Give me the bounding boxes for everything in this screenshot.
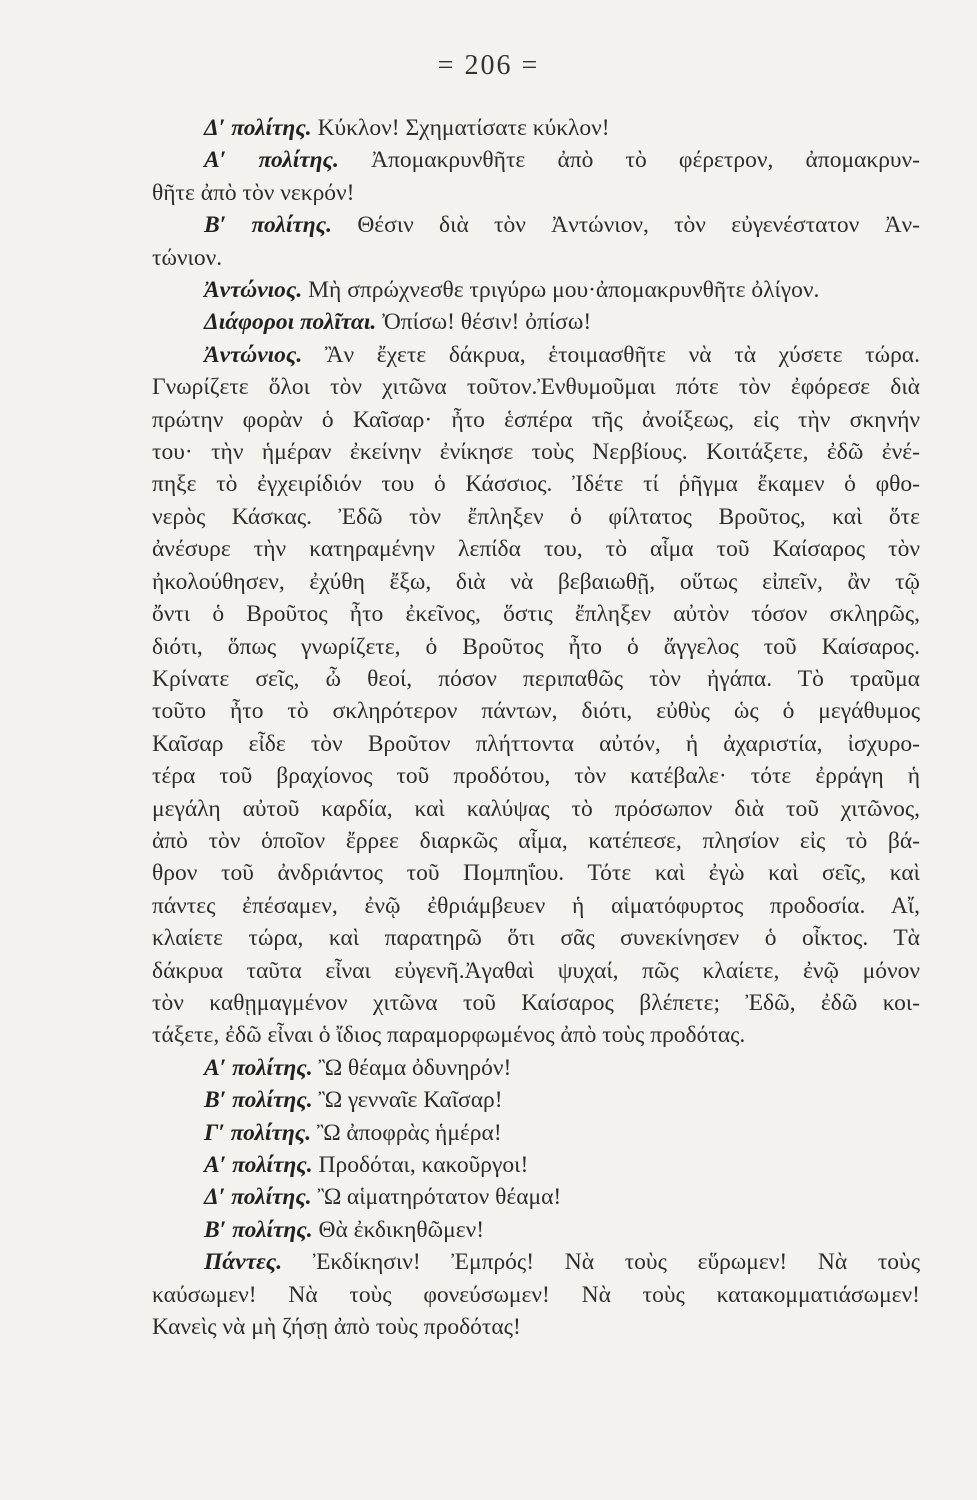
speaker-label: Ἀντώνιος.: [204, 277, 303, 304]
text-line: [152, 1019, 920, 1051]
speaker-label: Α′ πολίτης.: [204, 147, 339, 174]
text-line: [160, 1181, 920, 1213]
text-line: [152, 857, 920, 889]
line-text: θρον τοῦ ἀνδριάντος τοῦ Πομπηΐου. Τότε καὶ ἐγὼ καὶ σεῖς, καὶ: [152, 860, 920, 887]
text-line: [152, 955, 920, 987]
text-line: [152, 371, 920, 403]
text-line: [152, 566, 920, 598]
line-text: τέρα τοῦ βραχίονος τοῦ προδότου, τὸν κατέβαλε· τότε ἐρράγη ἡ: [152, 763, 920, 790]
line-text: τοῦτο ἦτο τὸ σκληρότερον πάντων, διότι, εὐθὺς ὡς ὁ μεγάθυμος: [152, 698, 920, 725]
speaker-label: Β′ πολίτης.: [204, 1087, 313, 1114]
line-text: ἀπὸ τὸν ὁποῖον ἔρρεε διαρκῶς αἷμα, κατέπεσε, πλησίον εἰς τὸ βά-: [152, 827, 920, 854]
text-line: [152, 760, 920, 792]
line-text: τάξετε, ἐδῶ εἶναι ὁ ἴδιος παραμορφωμένος ἀπὸ τοὺς προδότας.: [152, 1022, 746, 1049]
line-text: του· τὴν ἡμέραν ἐκείνην ἐνίκησε τοὺς Νερβίους. Κοιτάξετε, ἐδῶ ἐνέ-: [152, 439, 920, 466]
line-text: Καῖσαρ εἶδε τὸν Βροῦτον πλήττοντα αὐτόν, ἡ ἀχαριστία, ἰσχυρο-: [152, 730, 920, 757]
line-text: διότι, ὅπως γνωρίζετε, ὁ Βροῦτος ἦτο ὁ ἄγγελος τοῦ Καίσαρος.: [152, 633, 920, 660]
line-text: καύσωμεν! Νὰ τοὺς φονεύσωμεν! Νὰ τοὺς κατακομματιάσωμεν!: [152, 1281, 920, 1308]
text-line: [160, 112, 920, 144]
text-line: [160, 1084, 920, 1116]
line-text: Ὢ γενναῖε Καῖσαρ!: [318, 1087, 503, 1114]
line-text: Κύκλον! Σχηματίσατε κύκλον!: [317, 115, 610, 141]
line-text: θῆτε ἀπὸ τὸν νεκρόν!: [152, 179, 355, 206]
text-line: [160, 1246, 920, 1278]
line-text: πρώτην φορὰν ὁ Καῖσαρ· ἦτο ἑσπέρα τῆς ἀνοίξεως, εἰς τὴν σκηνήν: [152, 406, 920, 433]
line-text: μεγάλη αὐτοῦ καρδία, καὶ καλύψας τὸ πρόσωπον διὰ τοῦ χιτῶνος,: [152, 795, 920, 822]
line-text: Γνωρίζετε ὅλοι τὸν χιτῶνα τοῦτον.Ἐνθυμοῦμαι πότε τὸν ἐφόρεσε διὰ: [152, 374, 920, 401]
text-line: [160, 1149, 920, 1181]
speaker-label: Πάντες.: [204, 1249, 283, 1276]
text-line: [152, 177, 920, 209]
text-line: [152, 468, 920, 500]
line-text: Ὢ αἱματηρότατον θέαμα!: [317, 1184, 562, 1211]
text-line: [152, 1311, 920, 1343]
text-line: [160, 306, 920, 338]
text-line: [152, 598, 920, 630]
line-text: ἀνέσυρε τὴν κατηραμένην λεπίδα του, τὸ αἷμα τοῦ Καίσαρος τὸν: [152, 536, 920, 563]
speaker-label: Β′ πολίτης.: [204, 1216, 313, 1243]
text-line: [152, 436, 920, 468]
line-text: Θὰ ἐκδικηθῶμεν!: [318, 1216, 485, 1243]
text-line: [152, 793, 920, 825]
line-text: Ὢ θέαμα ὀδυνηρόν!: [318, 1054, 512, 1081]
line-text: Ὢ ἀποφρὰς ἡμέρα!: [317, 1119, 502, 1146]
speaker-label: Ἀντώνιος.: [204, 341, 303, 368]
speaker-label: Β′ πολίτης.: [204, 212, 333, 239]
line-text: Κανεὶς νὰ μὴ ζήσῃ ἀπὸ τοὺς προδότας!: [152, 1314, 521, 1341]
line-text: Προδόται, κακοῦργοι!: [318, 1152, 529, 1178]
line-text: πάντες ἐπέσαμεν, ἐνῷ ἐθριάμβευεν ἡ αἱματόφυρτος προδοσία. Αἴ,: [152, 892, 920, 919]
text-line: [152, 728, 920, 760]
text-line: [152, 890, 920, 922]
text-line: [152, 631, 920, 663]
line-text: ὄντι ὁ Βροῦτος ἦτο ἐκεῖνος, ὅστις ἔπληξεν αὐτὸν τόσον σκληρῶς,: [152, 601, 920, 628]
line-text: τὸν καθῃμαγμένον χιτῶνα τοῦ Καίσαρος βλέπετε; Ἐδῶ, ἐδῶ κοι-: [152, 989, 920, 1016]
text-line: [152, 922, 920, 954]
text-line: [160, 1052, 920, 1084]
text-line: [160, 209, 920, 241]
speaker-label: Α′ πολίτης.: [204, 1152, 313, 1178]
page-number: = 206 =: [437, 50, 540, 81]
text-line: [152, 242, 920, 274]
dialogue-text: [152, 112, 921, 1343]
line-text: Ἂν ἔχετε δάκρυα, ἑτοιμασθῆτε νὰ τὰ χύσετε τώρα.: [324, 341, 920, 368]
line-text: Μὴ σπρώχνεσθε τριγύρω μου·ἀπομακρυνθῆτε ὀλίγον.: [308, 277, 820, 304]
line-text: κλαίετε τώρα, καὶ παρατηρῶ ὅτι σᾶς συνεκίνησεν ὁ οἶκτος. Τὰ: [152, 925, 920, 952]
line-text: ἠκολούθησεν, ἐχύθη ἔξω, διὰ νὰ βεβαιωθῇ, οὕτως εἰπεῖν, ἂν τῷ: [152, 568, 920, 595]
text-line: [152, 825, 920, 857]
text-line: [160, 144, 920, 176]
text-line: [152, 404, 920, 436]
text-line: [152, 1279, 920, 1311]
text-line: [160, 1117, 920, 1149]
text-line: [160, 274, 920, 306]
line-text: Ὀπίσω! θέσιν! ὀπίσω!: [382, 309, 592, 336]
text-line: [152, 987, 920, 1019]
line-text: Ἀπομακρυνθῆτε ἀπὸ τὸ φέρετρον, ἀπομακρυν-: [371, 147, 921, 174]
line-text: δάκρυα ταῦτα εἶναι εὐγενῆ.Ἀγαθαὶ ψυχαί, πῶς κλαίετε, ἐνῷ μόνον: [152, 957, 920, 984]
line-text: πηξε τὸ ἐγχειρίδιόν του ὁ Κάσσιος. Ἰδέτε τί ῥῆγμα ἔκαμεν ὁ φθο-: [152, 471, 920, 498]
line-text: Κρίνατε σεῖς, ὦ θεοί, πόσον περιπαθῶς τὸν ἠγάπα. Τὸ τραῦμα: [152, 665, 920, 692]
text-line: [152, 695, 920, 727]
speaker-label: Γ′ πολίτης.: [204, 1119, 312, 1146]
speaker-label: Διάφοροι πολῖται.: [204, 309, 377, 336]
line-text: τώνιον.: [152, 244, 223, 271]
text-line: [160, 339, 920, 371]
line-text: νερὸς Κάσκας. Ἐδῶ τὸν ἔπληξεν ὁ φίλτατος Βροῦτος, καὶ ὅτε: [152, 503, 920, 530]
speaker-label: Δ′ πολίτης.: [204, 1184, 312, 1211]
text-line: [152, 663, 920, 695]
line-text: Θέσιν διὰ τὸν Ἀντώνιον, τὸν εὐγενέστατον Ἀν-: [357, 212, 920, 239]
speaker-label: Α′ πολίτης.: [204, 1054, 313, 1081]
text-line: [152, 533, 920, 565]
text-line: [152, 501, 920, 533]
line-text: Ἐκδίκησιν! Ἐμπρός! Νὰ τοὺς εὕρωμεν! Νὰ τοὺς: [312, 1249, 920, 1276]
text-line: [160, 1214, 920, 1246]
speaker-label: Δ′ πολίτης.: [204, 115, 312, 141]
